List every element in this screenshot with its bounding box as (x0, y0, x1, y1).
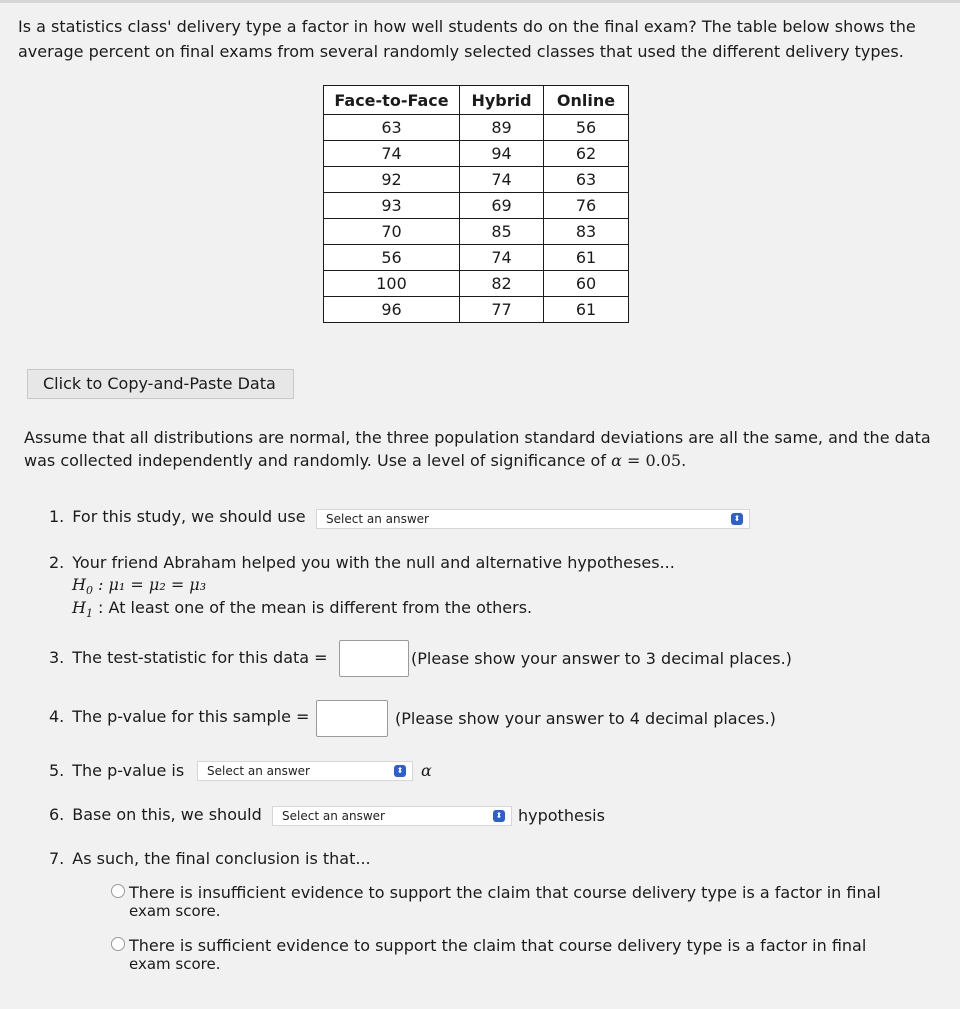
option-line: exam score. (129, 955, 221, 973)
h-symbol: H (72, 575, 86, 594)
question-6-text: Base on this, we should (72, 805, 262, 824)
table-cell: 100 (324, 271, 460, 297)
alpha-symbol: α (611, 451, 622, 470)
question-number: 3. (49, 648, 65, 667)
table-cell: 63 (544, 167, 629, 193)
equals-sign: = (626, 451, 641, 470)
option-line: There is sufficient evidence to support the claim that course delivery type is a factor in final (129, 936, 867, 955)
p-value-comparison-select[interactable] (197, 761, 413, 781)
table-cell: 92 (324, 167, 460, 193)
hypothesis-label: hypothesis (518, 806, 605, 825)
h1-body: : At least one of the mean is different from the others. (98, 598, 533, 617)
table-cell: 85 (460, 219, 544, 245)
question-number: 4. (49, 707, 65, 726)
copy-paste-data-button[interactable]: Click to Copy-and-Paste Data (27, 369, 294, 399)
question-3-instruction: (Please show your answer to 3 decimal places.) (411, 649, 792, 668)
question-7-text: As such, the final conclusion is that... (72, 849, 371, 868)
table-cell: 74 (460, 167, 544, 193)
question-7 (49, 848, 371, 870)
p-value-input[interactable] (316, 700, 388, 737)
table-cell: 82 (460, 271, 544, 297)
h1-label (72, 598, 93, 621)
table-row (324, 297, 629, 323)
table-header-row (324, 86, 629, 115)
table-cell: 61 (544, 245, 629, 271)
table-row (324, 141, 629, 167)
select-arrow-icon: ⬍ (493, 810, 505, 822)
column-header: Hybrid (460, 86, 544, 115)
table-row (324, 115, 629, 141)
table-cell: 93 (324, 193, 460, 219)
assumption-text (24, 426, 944, 472)
table-cell: 96 (324, 297, 460, 323)
select-placeholder: Select an answer (326, 512, 429, 526)
alternative-hypothesis (72, 597, 532, 625)
column-header: Online (544, 86, 629, 115)
table-row (324, 167, 629, 193)
h-symbol: H (72, 598, 86, 617)
table-cell: 61 (544, 297, 629, 323)
question-number: 5. (49, 761, 65, 780)
question-number: 1. (49, 507, 65, 526)
question-5-text: The p-value is (72, 761, 185, 780)
option-line: exam score. (129, 902, 221, 920)
select-placeholder: Select an answer (282, 809, 385, 823)
table-cell: 56 (324, 245, 460, 271)
test-type-select[interactable] (316, 509, 750, 529)
conclusion-option-1[interactable] (129, 883, 899, 921)
table-cell: 70 (324, 219, 460, 245)
question-2 (49, 552, 675, 574)
table-cell: 77 (460, 297, 544, 323)
table-cell: 74 (460, 245, 544, 271)
table-cell: 83 (544, 219, 629, 245)
data-table (323, 85, 629, 323)
question-1-text: For this study, we should use (72, 507, 306, 526)
table-cell: 94 (460, 141, 544, 167)
period: . (681, 451, 687, 470)
table-row (324, 219, 629, 245)
table-cell: 74 (324, 141, 460, 167)
h0-body: : μ₁ = μ₂ = μ₃ (98, 575, 207, 594)
h0-label (72, 575, 93, 598)
question-1 (49, 506, 306, 528)
conclusion-option-2-radio[interactable] (111, 937, 125, 951)
h-subscript: 1 (85, 607, 93, 621)
select-placeholder: Select an answer (207, 764, 310, 778)
select-arrow-icon: ⬍ (394, 765, 406, 777)
option-line: There is insufficient evidence to support the claim that course delivery type is a factor in final (129, 883, 881, 902)
table-cell: 76 (544, 193, 629, 219)
question-2-text: Your friend Abraham helped you with the null and alternative hypotheses... (72, 553, 675, 572)
h-subscript: 0 (85, 584, 93, 598)
question-6 (49, 804, 262, 826)
conclusion-option-2[interactable] (129, 936, 899, 974)
question-3 (49, 647, 328, 669)
question-5 (49, 760, 184, 782)
select-arrow-icon: ⬍ (731, 513, 743, 525)
question-4-instruction: (Please show your answer to 4 decimal places.) (395, 709, 776, 728)
table-cell: 89 (460, 115, 544, 141)
alpha-expression (611, 451, 681, 470)
test-statistic-input[interactable] (339, 640, 409, 677)
decision-select[interactable] (272, 806, 512, 826)
table-cell: 60 (544, 271, 629, 297)
assumption-body: Assume that all distributions are normal, the three population standard deviations are all the same, and the data was collected independently and randomly. Use a level of significance of (24, 428, 931, 470)
column-header: Face-to-Face (324, 86, 460, 115)
question-number: 6. (49, 805, 65, 824)
table-cell: 62 (544, 141, 629, 167)
table-cell: 69 (460, 193, 544, 219)
table-cell: 63 (324, 115, 460, 141)
question-number: 2. (49, 553, 65, 572)
table-row (324, 193, 629, 219)
table-row (324, 245, 629, 271)
question-4 (49, 706, 309, 728)
question-3-text: The test-statistic for this data = (72, 648, 328, 667)
top-divider (0, 0, 960, 3)
question-4-text: The p-value for this sample = (72, 707, 310, 726)
alpha-symbol: α (421, 761, 432, 780)
alpha-value: 0.05 (645, 451, 682, 470)
table-row (324, 271, 629, 297)
table-cell: 56 (544, 115, 629, 141)
conclusion-option-1-radio[interactable] (111, 884, 125, 898)
question-number: 7. (49, 849, 65, 868)
question-intro: Is a statistics class' delivery type a factor in how well students do on the final exam? The table below shows the average percent on final exams from several randomly selected classes that used the different delivery types. (18, 17, 916, 61)
